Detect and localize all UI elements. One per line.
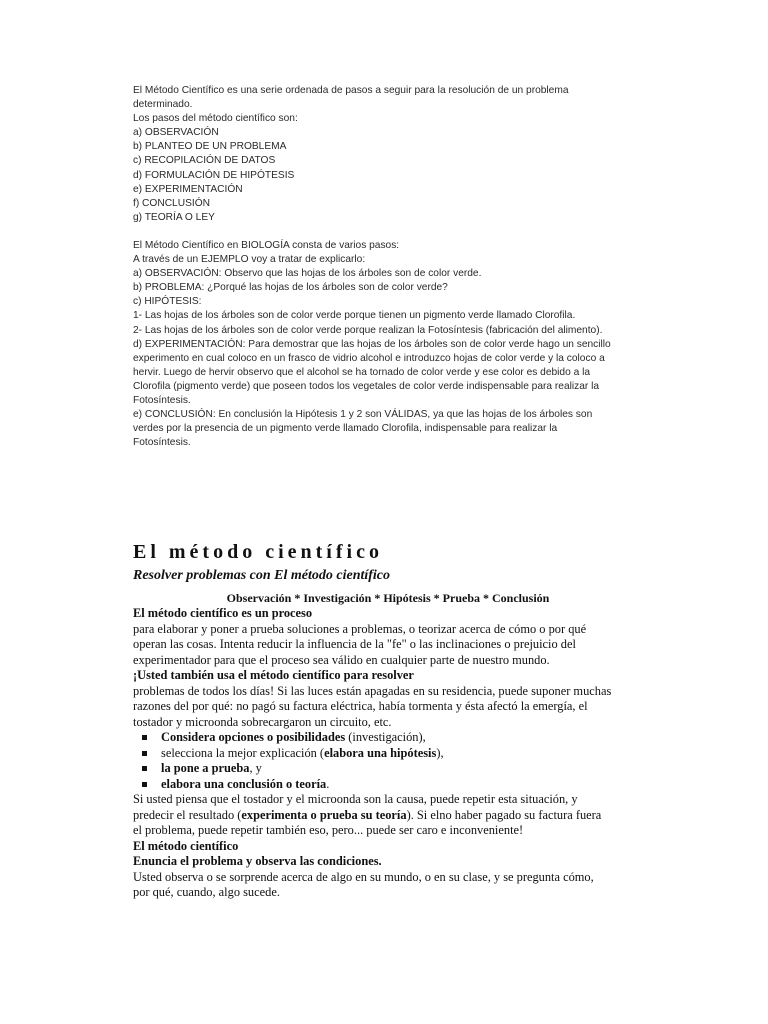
- example-line: a) OBSERVACIÓN: Observo que las hojas de los árboles son de color verde.: [133, 268, 482, 280]
- intro-line: determinado.: [133, 99, 193, 111]
- paragraph-line: por qué, cuando, algo sucede.: [133, 885, 280, 899]
- paragraph-line: predecir el resultado (experimenta o prueba su teoría). Si elno haber pagado su factura fuera: [133, 807, 602, 822]
- step-item: c) RECOPILACIÓN DE DATOS: [133, 155, 276, 167]
- square-bullet-icon: [142, 782, 147, 787]
- intro-line: El Método Científico es una serie ordenada de pasos a seguir para la resolución de un problema: [133, 85, 569, 96]
- step-item: b) PLANTEO DE UN PROBLEMA: [133, 141, 287, 153]
- list-item: selecciona la mejor explicación (elabora una hipótesis),: [133, 746, 643, 762]
- example-line: Clorofila (pigmento verde) que poseen todos los vegetales de color verde indispensable para realizar la: [133, 380, 600, 392]
- example-line: d) EXPERIMENTACIÓN: Para demostrar que las hojas de los árboles son de color verde hago un sencillo: [133, 338, 611, 350]
- example-line: Fotosíntesis.: [133, 394, 191, 406]
- paragraph-line: razones del por qué: no pagó su factura eléctrica, había tormenta y ésta afectó la emergía, el: [133, 699, 588, 713]
- example-line: experimento en cual coloco en un frasco de vidrio alcohol e introduzco hojas de color verde y la coloco a: [133, 352, 605, 364]
- example-line: b) PROBLEMA: ¿Porqué las hojas de los árboles son de color verde?: [133, 282, 448, 294]
- heading-you-use: ¡Usted también usa el método científico para resolver: [133, 668, 414, 682]
- example-line: verdes por la presencia de un pigmento verde llamado Clorofila, indispensable para realizar la: [133, 423, 558, 435]
- step-item: e) EXPERIMENTACIÓN: [133, 183, 243, 195]
- example-line: Fotosíntesis.: [133, 437, 191, 449]
- paragraph-line: experimentador para que el proceso sea válido en cualquier parte de nuestro mundo.: [133, 652, 550, 667]
- list-item: Considera opciones o posibilidades (investigación),: [133, 730, 643, 746]
- paragraph-line: operan las cosas. Intenta reducir la influencia de la "fe" o las inclinaciones o prejuicio del: [133, 637, 576, 651]
- page-title: El método científico: [133, 541, 383, 563]
- paragraph-line: problemas de todos los días! Si las luces están apagadas en su residencia, puede suponer muchas: [133, 683, 612, 698]
- paragraph-line: Usted observa o se sorprende acerca de algo en su mundo, o en su clase, y se pregunta cómo,: [133, 869, 594, 884]
- example-line: 2- Las hojas de los árboles son de color verde porque realizan la Fotosíntesis (fabricación del alimento).: [133, 324, 603, 336]
- example-line: e) CONCLUSIÓN: En conclusión la Hipótesis 1 y 2 son VÁLIDAS, ya que las hojas de los árboles son: [133, 409, 593, 421]
- page-subtitle: Resolver problemas con El método científico: [133, 568, 391, 583]
- step-item: f) CONCLUSIÓN: [133, 197, 210, 209]
- example-line: hervir. Luego de hervir observo que el alcohol se ha tornado de color verde y ese color es debido a la: [133, 366, 591, 378]
- example-line: 1- Las hojas de los árboles son de color verde porque tienen un pigmento verde llamado Clorofila.: [133, 310, 576, 322]
- square-bullet-icon: [142, 735, 147, 740]
- square-bullet-icon: [142, 766, 147, 771]
- list-item: la pone a prueba, y: [133, 761, 643, 777]
- paragraph-line: para elaborar y poner a prueba soluciones a problemas, o teorizar acerca de cómo o por qué: [133, 621, 587, 636]
- example-line: El Método Científico en BIOLOGÍA consta de varios pasos:: [133, 239, 400, 251]
- list-item: elabora una conclusión o teoría.: [133, 777, 643, 793]
- heading-problem: Enuncia el problema y observa las condiciones.: [133, 854, 382, 868]
- section-article: [133, 538, 643, 901]
- heading-process: El método científico es un proceso: [133, 606, 313, 620]
- example-line: c) HIPÓTESIS:: [133, 296, 202, 308]
- step-item: d) FORMULACIÓN DE HIPÓTESIS: [133, 169, 295, 181]
- section-intro: [133, 84, 633, 450]
- steps-summary: Observación * Investigación * Hipótesis * Prueba * Conclusión: [226, 591, 550, 605]
- intro-line: Los pasos del método científico son:: [133, 113, 298, 125]
- heading-method: El método científico: [133, 838, 239, 853]
- step-item: g) TEORÍA O LEY: [133, 211, 215, 223]
- paragraph-line: el problema, puede repetir también eso, pero... puede ser caro e inconveniente!: [133, 823, 524, 837]
- paragraph-line: tostador y microonda sobrecargaron un circuito, etc.: [133, 714, 392, 729]
- square-bullet-icon: [142, 751, 147, 756]
- paragraph-line: Si usted piensa que el tostador y el microonda son la causa, puede repetir esta situación, y: [133, 792, 578, 806]
- step-item: a) OBSERVACIÓN: [133, 127, 219, 139]
- bullet-list: [133, 730, 643, 792]
- example-line: A través de un EJEMPLO voy a tratar de explicarlo:: [133, 254, 366, 266]
